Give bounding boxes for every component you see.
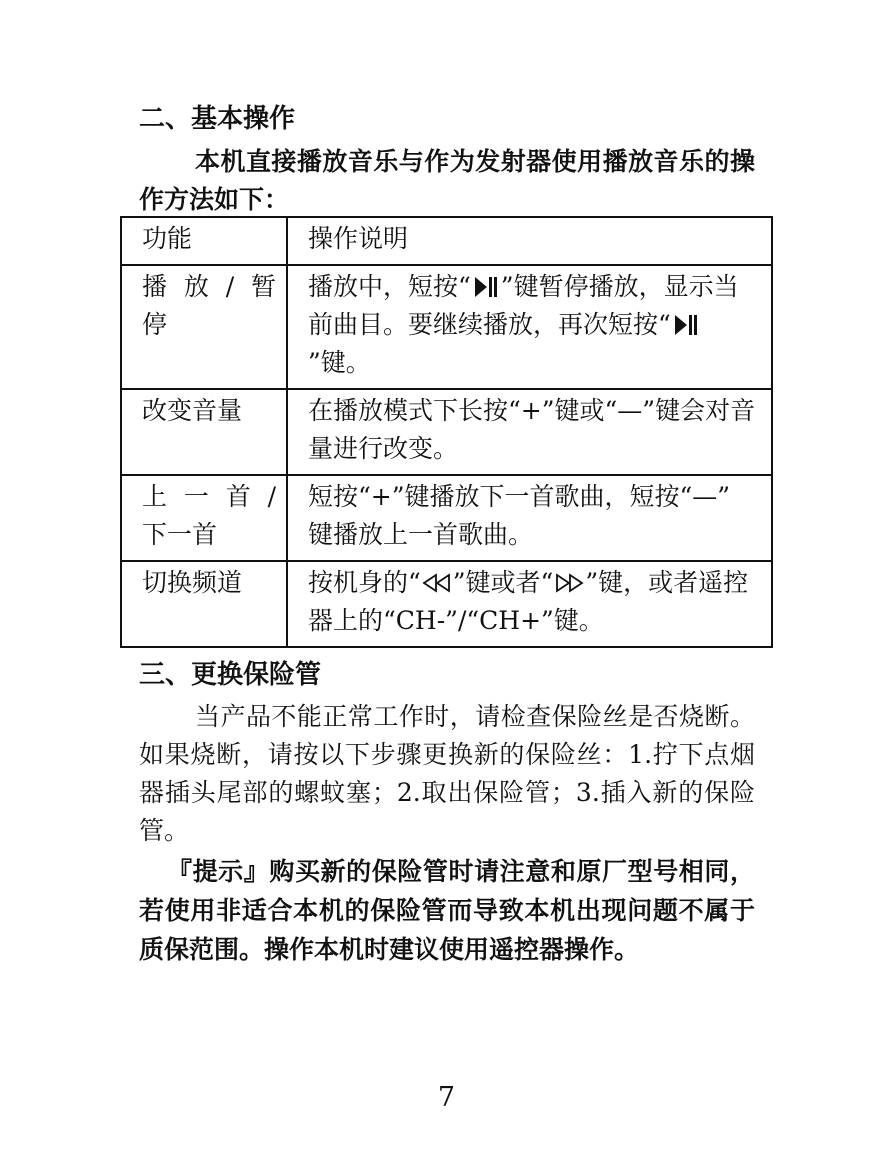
description-cell xyxy=(287,265,772,389)
table-row-track-skip xyxy=(121,475,772,561)
function-label-line1: 播放/暂 xyxy=(142,272,276,301)
table-header-row xyxy=(121,217,772,265)
description-text-part2: ”键暂停播放，显示当前曲目。要继续播放，再次短按“ xyxy=(308,272,739,339)
function-label-line1: 切换频道 xyxy=(142,568,243,597)
fuse-replacement-paragraph: 当产品不能正常工作时，请检查保险丝是否烧断。如果烧断，请按以下步骤更换新的保险丝：1.拧下点烟器插头尾部的螺蚊塞；2.取出保险管；3.插入新的保险管。 xyxy=(139,702,755,845)
function-label-line1: 上一首/ xyxy=(142,482,276,511)
description-cell: 短按“+”键播放下一首歌曲，短按“—” 键播放上一首歌曲。 xyxy=(287,475,772,561)
function-label-line2: 停 xyxy=(142,310,168,339)
description-cell xyxy=(287,561,772,647)
play-pause-icon xyxy=(471,276,501,298)
table-row-channel xyxy=(121,561,772,647)
rewind-icon xyxy=(421,573,453,593)
section-heading-replace-fuse: 三、更换保险管 xyxy=(139,660,322,690)
intro-paragraph: 本机直接播放音乐与作为发射器使用播放音乐的操作方法如下： xyxy=(139,147,755,214)
play-pause-icon xyxy=(671,314,701,336)
header-description: 操作说明 xyxy=(287,217,772,265)
operation-table xyxy=(120,216,773,648)
description-cell: 在播放模式下长按“+”键或“—”键会对音量进行改变。 xyxy=(287,389,772,475)
function-label-line2: 下一首 xyxy=(142,520,218,549)
table-row-play-pause xyxy=(121,265,772,389)
function-cell xyxy=(121,475,287,561)
table-row-volume xyxy=(121,389,772,475)
hint-paragraph: 『提示』购买新的保险管时请注意和原厂型号相同，若使用非适合本机的保险管而导致本机出现问题不属于质保范围。操作本机时建议使用遥控器操作。 xyxy=(139,857,755,964)
function-label-line1: 改变音量 xyxy=(142,396,243,425)
function-cell xyxy=(121,389,287,475)
description-text-part1: 播放中，短按“ xyxy=(308,272,471,301)
description-text-part1: 按机身的“ xyxy=(308,568,421,597)
description-text-part3: ”键。 xyxy=(308,348,371,377)
description-text-part3: ”键，或者遥控器上的“CH-”/“CH+”键。 xyxy=(308,568,749,635)
fast-forward-icon xyxy=(553,573,585,593)
description-text-part2: ”键或者“ xyxy=(452,568,554,597)
function-cell xyxy=(121,561,287,647)
function-cell xyxy=(121,265,287,389)
page-number: 7 xyxy=(437,1082,456,1113)
header-function: 功能 xyxy=(121,217,287,265)
section-heading-basic-operation: 二、基本操作 xyxy=(139,104,296,134)
